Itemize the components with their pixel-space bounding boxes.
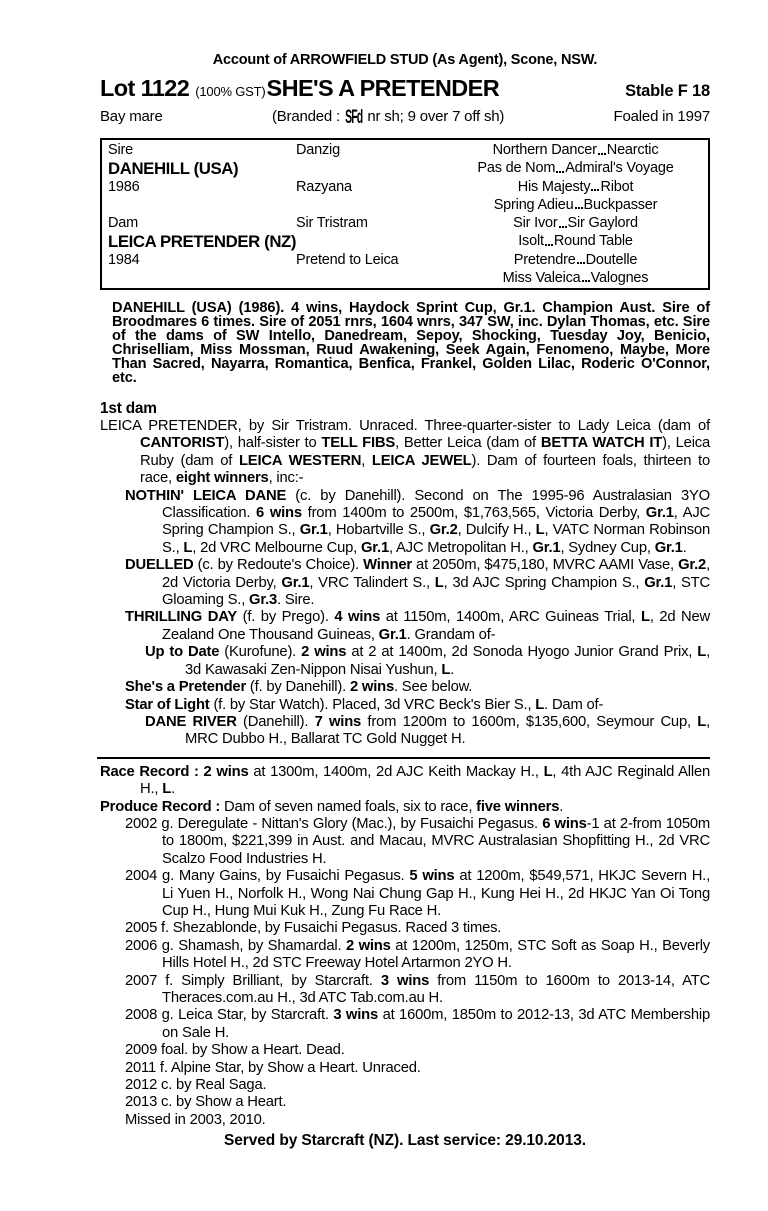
third-generation-column bbox=[449, 141, 702, 287]
ancestor-parent-name: Round Table bbox=[553, 233, 633, 250]
dam-sire: Sir Tristram bbox=[296, 214, 368, 231]
sire-dam: Razyana bbox=[296, 179, 352, 196]
pedigree-row bbox=[518, 178, 634, 196]
dam-progeny-entry: Star of Light (f. by Star Watch). Placed, 3d VRC Beck's Bier S., L. Dam of- bbox=[125, 696, 604, 713]
dam-label: Dam bbox=[108, 214, 139, 231]
record-entry: 2004 g. Many Gains, by Fusaichi Pegasus. 5 wins at 1200m, $549,571, HKJC Severn H., Li Yuen H., Norfolk H., Wong Nai Chung Gap H., Kung Hei H., 2d HKJC Yan Oi Tong Cup H., Hung Mui Kuk H., Zung Fu Race H. bbox=[125, 868, 710, 919]
ancestor-parent-name: Doutelle bbox=[585, 251, 638, 268]
pedigree-row bbox=[518, 232, 633, 250]
dam-progeny-entry: DANE RIVER (Danehill). 7 wins from 1200m to 1600m, $135,600, Seymour Cup, L, MRC Dubbo H., Ballarat TC Gold Nugget H. bbox=[145, 713, 711, 748]
brand-prefix: (Branded : bbox=[271, 108, 344, 125]
dam-progeny-entry: DUELLED (c. by Redoute's Choice). Winner at 2050m, $475,180, MVRC AAMI Vase, Gr.2, 2d Victoria Derby, Gr.1, VRC Talindert S., L, 3d AJC Spring Champion S., Gr.1, STC Gloaming S., Gr.3. Sire. bbox=[125, 557, 710, 609]
sire-year: 1986 bbox=[108, 179, 140, 196]
pedigree-row bbox=[494, 196, 658, 214]
first-dam-section bbox=[100, 418, 710, 749]
ancestor-parent-name: Valognes bbox=[590, 269, 649, 286]
brand-description bbox=[272, 107, 504, 129]
pedigree-row bbox=[514, 251, 638, 269]
horse-name: SHE'S A PRETENDER bbox=[266, 75, 500, 101]
ancestor-name: Pas de Nom bbox=[477, 160, 556, 177]
record-entry: 2007 f. Simply Brilliant, by Starcraft. 3 wins from 1150m to 1600m to 2013-14, ATC Theraces.com.au H., 3d ATC Tab.com.au H. bbox=[125, 972, 711, 1006]
ancestor-parent-name: Sir Gaylord bbox=[567, 215, 638, 232]
dot-leader bbox=[559, 226, 567, 228]
record-entry: 2002 g. Deregulate - Nittan's Glory (Mac.), by Fusaichi Pegasus. 6 wins-1 at 2-from 1050m to 1800m, $221,399 in Aust. and Macau, MVRC Australasian Shopfitting H., 2d VRC Scalzo Food Industries H. bbox=[125, 815, 710, 867]
ancestor-parent-name: Admiral's Voyage bbox=[565, 160, 674, 177]
dot-leader bbox=[577, 262, 585, 264]
account-line: Account of ARROWFIELD STUD (As Agent), Scone, NSW. bbox=[212, 52, 598, 68]
stable-number: Stable F 18 bbox=[625, 82, 710, 100]
pedigree-row bbox=[477, 159, 673, 177]
dam-progeny-entry: THRILLING DAY (f. by Prego). 4 wins at 1150m, 1400m, ARC Guineas Trial, L, 2d New Zealand One Thousand Guineas, Gr.1. Grandam of- bbox=[125, 609, 711, 643]
dam-progeny-entry: NOTHIN' LEICA DANE (c. by Danehill). Second on The 1995-96 Australasian 3YO Classification. 6 wins from 1400m to 2500m, $1,763,565, Victoria Derby, Gr.1, AJC Spring Champion S., Gr.1, Hobartville S., Gr.2, Dulcify H., L, VATC Norman Robinson S., L, 2d VRC Melbourne Cup, Gr.1, AJC Metropolitan H., Gr.1, Sydney Cup, Gr.1. bbox=[125, 487, 710, 556]
lot-header bbox=[100, 75, 710, 102]
ancestor-name: Sir Ivor bbox=[513, 215, 558, 232]
records-section bbox=[100, 764, 710, 1130]
dot-leader bbox=[556, 171, 564, 173]
record-entry: 2012 c. by Real Saga. bbox=[125, 1077, 267, 1094]
horse-description: Bay mare bbox=[100, 108, 163, 125]
pedigree-row bbox=[503, 269, 649, 287]
sire-summary-paragraph: DANEHILL (USA) (1986). 4 wins, Haydock Sprint Cup, Gr.1. Champion Aust. Sire of Broodmares 6 times. Sire of 2051 rnrs, 1604 wnrs, 347 SW, inc. Dylan Thomas, etc. Sire of the dams of SW Intello, Danedream, Sepoy, Shocking, Tuesday Joy, Benicio, Chriselliam, Miss Mossman, Ruud Awakening, Seek Again, Fenomeno, Maybe, More Than Sacred, Nayarra, Romantica, Benfica, Frankel, Golden Lilac, Roderic O'Connor, etc. bbox=[112, 300, 710, 386]
dam-progeny-entry: She's a Pretender (f. by Danehill). 2 wins. See below. bbox=[125, 679, 473, 696]
lot-title-group bbox=[100, 75, 499, 102]
service-note: Served by Starcraft (NZ). Last service: 29.10.2013. bbox=[224, 1132, 586, 1150]
record-entry: 2006 g. Shamash, by Shamardal. 2 wins at 1200m, 1250m, STC Soft as Soap H., Beverly Hills Hotel H., 2d STC Freeway Hotel Artarmon 2YO H. bbox=[125, 937, 711, 972]
pedigree-row bbox=[513, 214, 638, 232]
ancestor-name: His Majesty bbox=[517, 178, 591, 195]
brand-suffix: nr sh; 9 over 7 off sh) bbox=[363, 108, 505, 125]
record-entry: Race Record : 2 wins at 1300m, 1400m, 2d AJC Keith Mackay H., L, 4th AJC Reginald Allen H., L. bbox=[100, 763, 711, 798]
ancestor-name: Miss Valeica bbox=[502, 269, 581, 286]
ancestor-parent-name: Ribot bbox=[600, 178, 634, 195]
dot-leader bbox=[545, 244, 553, 246]
foaled-year: Foaled in 1997 bbox=[613, 108, 710, 125]
pedigree-table bbox=[100, 138, 710, 290]
dam-progeny-entry: Up to Date (Kurofune). 2 wins at 2 at 1400m, 2d Sonoda Hyogo Junior Grand Prix, L, 3d Kawasaki Zen-Nippon Nisai Yushun, L. bbox=[145, 644, 710, 678]
ancestor-name: Spring Adieu bbox=[493, 196, 574, 213]
dot-leader bbox=[591, 189, 599, 191]
lot-number: Lot 1122 bbox=[100, 75, 190, 101]
record-entry: 2009 foal. by Show a Heart. Dead. bbox=[125, 1042, 345, 1059]
dot-leader bbox=[598, 153, 606, 155]
record-entry: 2013 c. by Show a Heart. bbox=[125, 1094, 287, 1111]
sire-label: Sire bbox=[108, 141, 133, 158]
brand-symbol: SFd bbox=[345, 107, 363, 128]
ancestor-parent-name: Nearctic bbox=[606, 142, 659, 159]
record-entry: 2005 f. Shezablonde, by Fusaichi Pegasus. Raced 3 times. bbox=[125, 920, 502, 937]
record-entry: Missed in 2003, 2010. bbox=[125, 1111, 266, 1128]
ancestor-name: Isolt bbox=[518, 233, 544, 250]
dam-name: LEICA PRETENDER (NZ) bbox=[108, 231, 297, 251]
ancestor-name: Northern Dancer bbox=[492, 142, 597, 159]
ancestor-name: Pretendre bbox=[513, 251, 576, 268]
dam-dam: Pretend to Leica bbox=[296, 252, 399, 269]
pedigree-grid bbox=[102, 140, 708, 288]
description-line bbox=[100, 107, 710, 129]
first-dam-heading: 1st dam bbox=[100, 400, 157, 417]
record-entry: Produce Record : Dam of seven named foals, six to race, five winners. bbox=[100, 798, 564, 815]
pedigree-row bbox=[493, 141, 659, 159]
ancestor-parent-name: Buckpasser bbox=[583, 196, 658, 213]
sire-name: DANEHILL (USA) bbox=[108, 158, 239, 178]
gst-note: (100% GST) bbox=[195, 84, 266, 99]
dam-progeny-entry: LEICA PRETENDER, by Sir Tristram. Unraced. Three-quarter-sister to Lady Leica (dam of CANTORIST), half-sister to TELL FIBS, Better Leica (dam of BETTA WATCH IT), Leica Ruby (dam of LEICA WESTERN, LEICA JEWEL). Dam of fourteen foals, thirteen to race, eight winners, inc:- bbox=[100, 418, 711, 487]
dot-leader bbox=[582, 280, 590, 282]
sire-sire: Danzig bbox=[296, 141, 340, 158]
dam-year: 1984 bbox=[108, 252, 140, 269]
record-entry: 2011 f. Alpine Star, by Show a Heart. Unraced. bbox=[125, 1059, 421, 1076]
record-entry: 2008 g. Leica Star, by Starcraft. 3 wins at 1600m, 1850m to 2012-13, 3d ATC Membership on Sale H. bbox=[125, 1007, 710, 1041]
section-divider bbox=[97, 757, 710, 759]
dot-leader bbox=[575, 207, 583, 209]
